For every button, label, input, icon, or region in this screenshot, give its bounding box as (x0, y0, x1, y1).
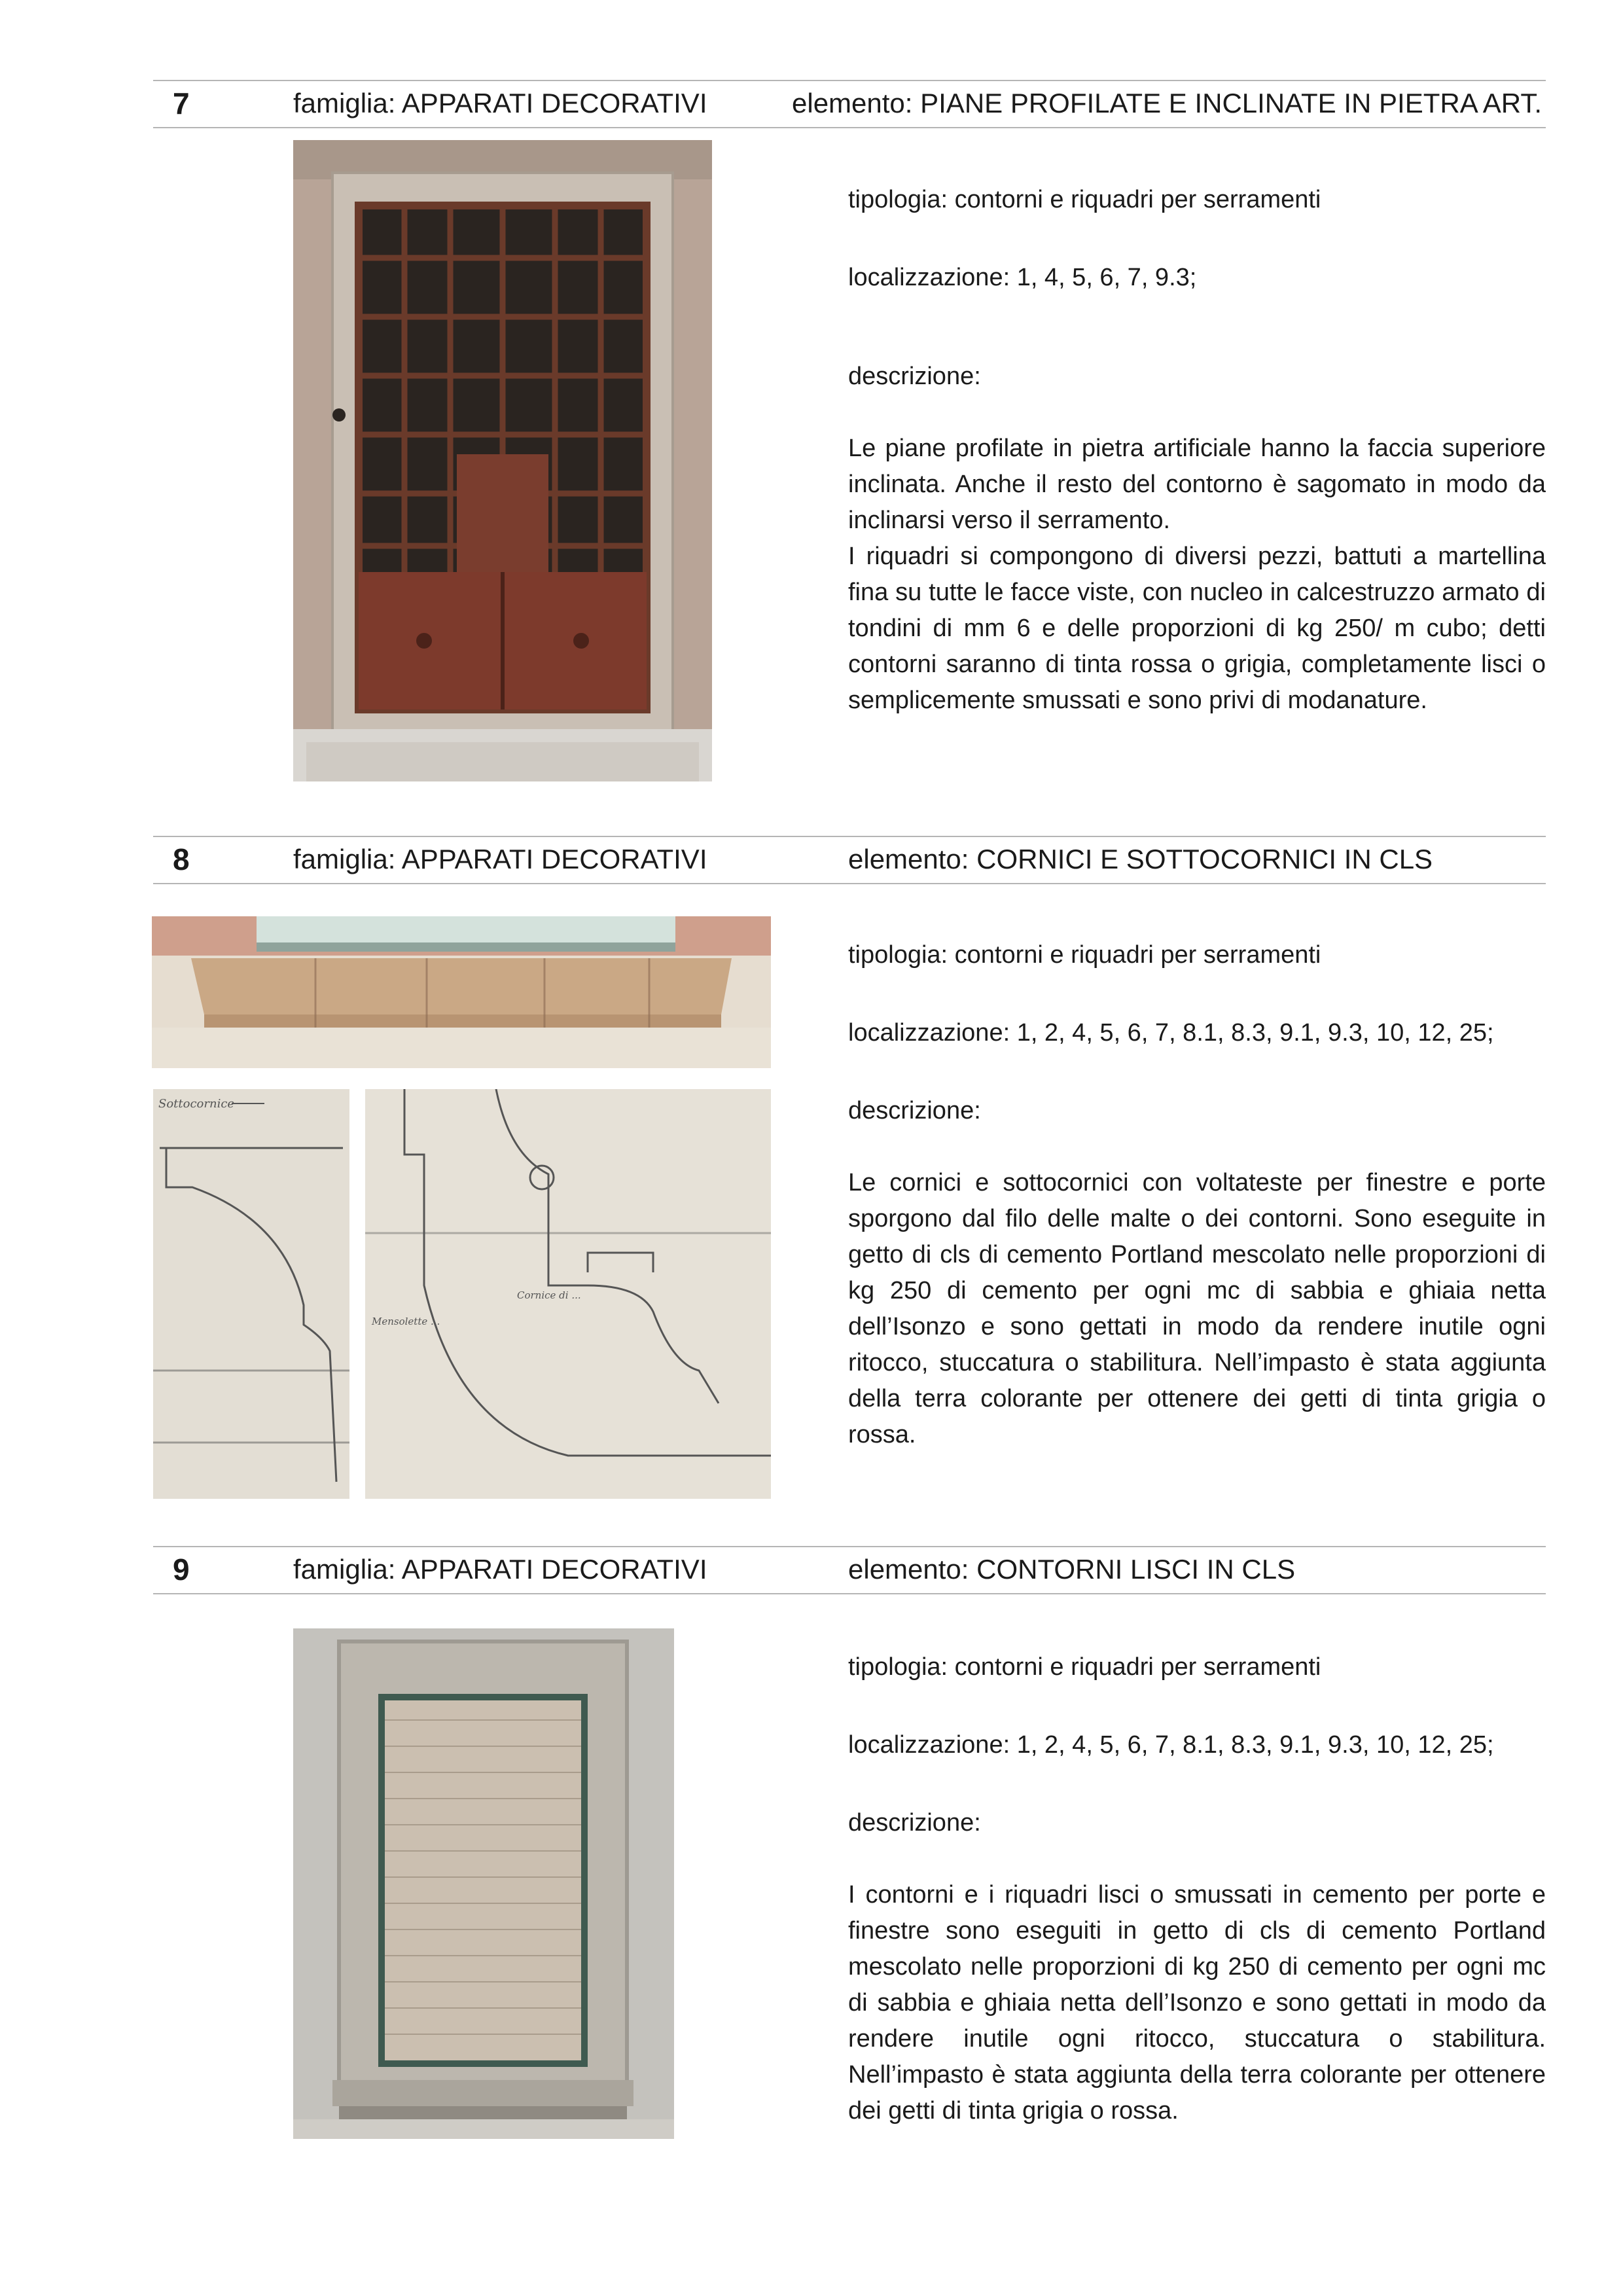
descrizione-label: descrizione: (848, 1097, 981, 1124)
localizzazione: localizzazione: 1, 2, 4, 5, 6, 7, 8.1, 8.3, 9.1, 9.3, 10, 12, 25; (848, 1019, 1494, 1047)
description-paragraph: I riquadri si compongono di diversi pezzi, battuti a martellina fina su tutte le facce viste, con nucleo in calcestruzzo armato di tondini di mm 6 e delle proporzioni di kg 250/ m cubo; detti contorni saranno di tinta rossa o grigia, completamente lisci o semplicemente smussati e sono privi di modanature. (848, 543, 1546, 714)
description-paragraph: I contorni e i riquadri lisci o smussati in cemento per porte e finestre sono eseguiti in getto di cls di cemento Portland mescolato nelle proporzioni di kg 250 di cemento per ogni mc di sabbia e ghiaia netta dell’Isonzo e sono gettati in modo da rendere inutile ogni ritocco, stuccatura o stabilitura. Nell’impasto è stata aggiunta della terra colorante per ottenere dei getti di tinta grigia o rossa. (848, 1881, 1546, 2125)
section-header-7 (153, 80, 1546, 128)
localizzazione: localizzazione: 1, 2, 4, 5, 6, 7, 8.1, 8.3, 9.1, 9.3, 10, 12, 25; (848, 1731, 1494, 1759)
drawing-label: Sottocornice (158, 1097, 235, 1111)
section-number: 8 (173, 842, 190, 876)
drawing-note: Mensolette ... (372, 1316, 440, 1327)
section-element: elemento: CORNICI E SOTTOCORNICI IN CLS (848, 844, 1433, 874)
section-7-text (848, 182, 1546, 719)
drawing-note: Cornice di ... (517, 1289, 581, 1301)
tipologia: tipologia: contorni e riquadri per serramenti (848, 186, 1321, 213)
section-number: 9 (173, 1552, 190, 1587)
door-photo (293, 140, 712, 781)
description-paragraph: Le piane profilate in pietra artificiale hanno la faccia superiore inclinata. Anche il resto del contorno è sagomato in modo da inclinarsi verso il serramento. (848, 435, 1546, 534)
cornice-photo (152, 916, 771, 1068)
section-number: 7 (173, 86, 190, 120)
profile-drawing-left (153, 1089, 349, 1499)
descrizione-label: descrizione: (848, 1809, 981, 1837)
section-8-text (848, 937, 1546, 1453)
tipologia: tipologia: contorni e riquadri per serramenti (848, 1653, 1321, 1681)
localizzazione: localizzazione: 1, 4, 5, 6, 7, 9.3; (848, 264, 1197, 291)
descrizione-label: descrizione: (848, 363, 981, 390)
section-9-text (848, 1649, 1546, 2129)
tipologia: tipologia: contorni e riquadri per serramenti (848, 941, 1321, 969)
description-paragraph: Le cornici e sottocornici con voltateste per finestre e porte sporgono dal filo delle malte o dei contorni. Sono eseguite in getto di cls di cemento Portland mescolato nelle proporzioni di kg 250 di cemento per ogni mc di sabbia e ghiaia netta dell’Isonzo e sono gettati in modo da rendere inutile ogni ritocco, stuccatura o stabilitura. Nell’impasto è stata aggiunta della terra colorante per ottenere dei getti di tinta grigia o rossa. (848, 1169, 1546, 1448)
section-header-8 (153, 836, 1546, 884)
section-family: famiglia: APPARATI DECORATIVI (293, 844, 707, 874)
section-family: famiglia: APPARATI DECORATIVI (293, 88, 707, 118)
section-family: famiglia: APPARATI DECORATIVI (293, 1554, 707, 1585)
section-element: elemento: PIANE PROFILATE E INCLINATE IN PIETRA ART. (792, 88, 1543, 118)
window-photo (293, 1628, 674, 2139)
section-element: elemento: CONTORNI LISCI IN CLS (848, 1554, 1296, 1585)
profile-drawing-right (365, 1089, 771, 1499)
section-header-9 (153, 1546, 1546, 1594)
